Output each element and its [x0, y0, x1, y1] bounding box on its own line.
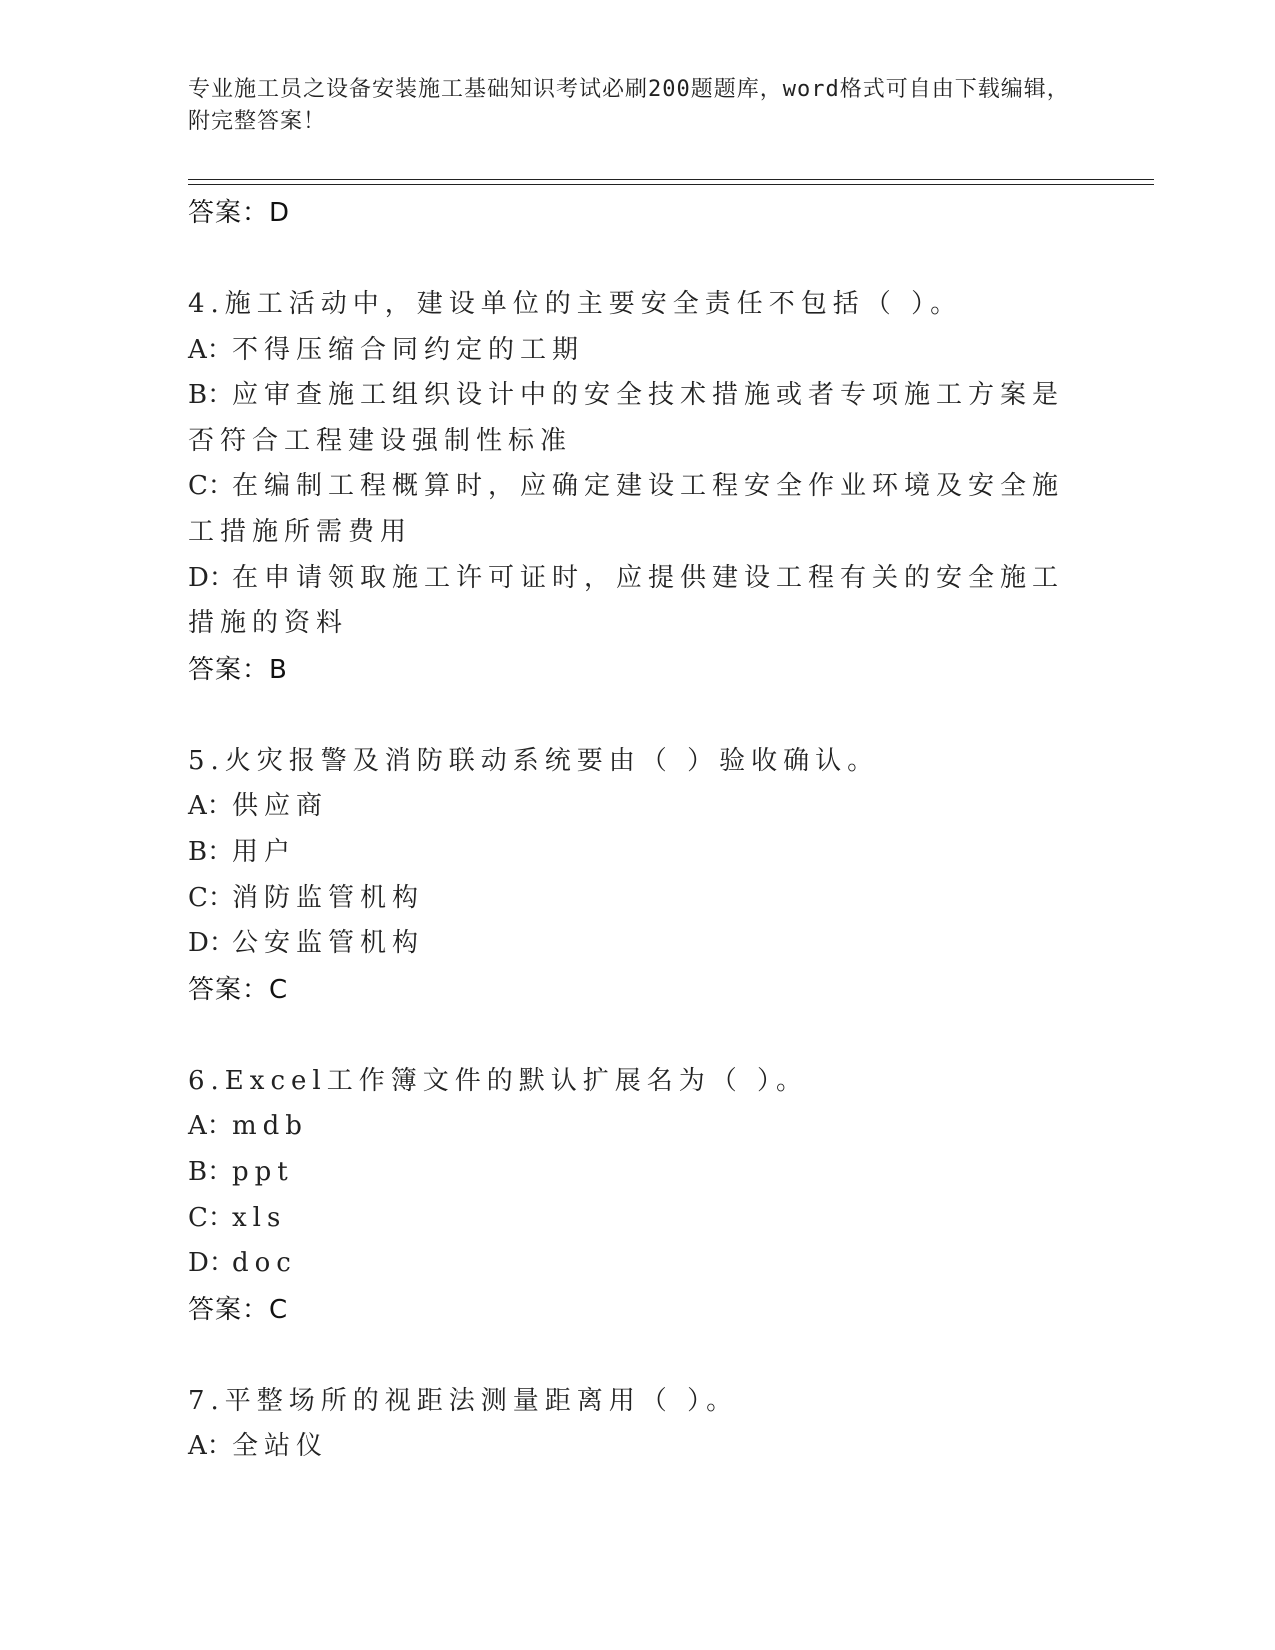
- option-label: A：: [188, 791, 233, 822]
- option-label: D：: [188, 928, 235, 959]
- option-label: C：: [188, 882, 234, 913]
- option-text: mdb: [232, 1111, 308, 1142]
- question-block: [188, 1059, 1088, 1333]
- header-divider-bottom: [188, 184, 1154, 185]
- question-block: [188, 739, 1088, 1013]
- option-label: B：: [188, 1156, 234, 1187]
- option-label: D：: [188, 562, 235, 593]
- answer-option: [188, 556, 1088, 647]
- option-text: 应审查施工组织设计中的安全技术措施或者专项施工方案是否符合工程建设强制性标准: [188, 380, 1065, 456]
- answer-line: 答案：B: [188, 654, 288, 685]
- option-label: A：: [188, 334, 233, 365]
- answer-option: [188, 876, 1088, 922]
- document-header: 专业施工员之设备安装施工基础知识考试必刷200题题库，word格式可自由下载编辑，附完整答案！: [188, 77, 1070, 134]
- question-text: 6.Excel工作簿文件的默认扩展名为（ ）。: [188, 1065, 808, 1096]
- option-label: C：: [188, 1202, 234, 1233]
- answer-option: [188, 1150, 1088, 1196]
- option-label: D：: [188, 1248, 235, 1279]
- answer-option: [188, 328, 1088, 374]
- answer-line: 答案：C: [188, 974, 289, 1005]
- option-text: 用户: [232, 836, 297, 867]
- answer-option: [188, 373, 1088, 464]
- question-block: [188, 282, 1088, 693]
- question-text: 5.火灾报警及消防联动系统要由（ ）验收确认。: [188, 745, 880, 776]
- option-label: B：: [188, 380, 234, 411]
- option-text: 在申请领取施工许可证时，应提供建设工程有关的安全施工措施的资料: [188, 562, 1065, 639]
- option-text: doc: [232, 1248, 297, 1279]
- question-text: 7.平整场所的视距法测量距离用（ ）。: [188, 1385, 739, 1416]
- question-block: [188, 1379, 1088, 1470]
- option-text: 供应商: [232, 791, 329, 822]
- answer-option: [188, 1241, 1088, 1287]
- question-list: [188, 190, 1088, 1470]
- option-text: xls: [232, 1202, 287, 1233]
- answer-option: [188, 1424, 1088, 1470]
- option-text: 公安监管机构: [232, 928, 425, 959]
- option-text: 在编制工程概算时，应确定建设工程安全作业环境及安全施工措施所需费用: [188, 471, 1065, 547]
- option-label: A：: [188, 1431, 233, 1462]
- answer-option: [188, 1104, 1088, 1150]
- answer-option: [188, 464, 1088, 555]
- answer-line: 答案：C: [188, 1294, 289, 1325]
- option-text: 消防监管机构: [232, 882, 425, 913]
- option-label: A：: [188, 1111, 233, 1142]
- option-label: B：: [188, 836, 234, 867]
- option-text: 全站仪: [232, 1431, 329, 1462]
- option-label: C：: [188, 471, 234, 502]
- option-text: ppt: [232, 1156, 294, 1187]
- header-divider-top: [188, 179, 1154, 180]
- answer-option: [188, 830, 1088, 876]
- answer-line: 答案：D: [188, 198, 291, 228]
- answer-option: [188, 784, 1088, 830]
- question-text: 4.施工活动中，建设单位的主要安全责任不包括（ ）。: [188, 289, 963, 319]
- answer-option: [188, 921, 1088, 967]
- option-text: 不得压缩合同约定的工期: [232, 334, 585, 365]
- answer-option: [188, 1196, 1088, 1242]
